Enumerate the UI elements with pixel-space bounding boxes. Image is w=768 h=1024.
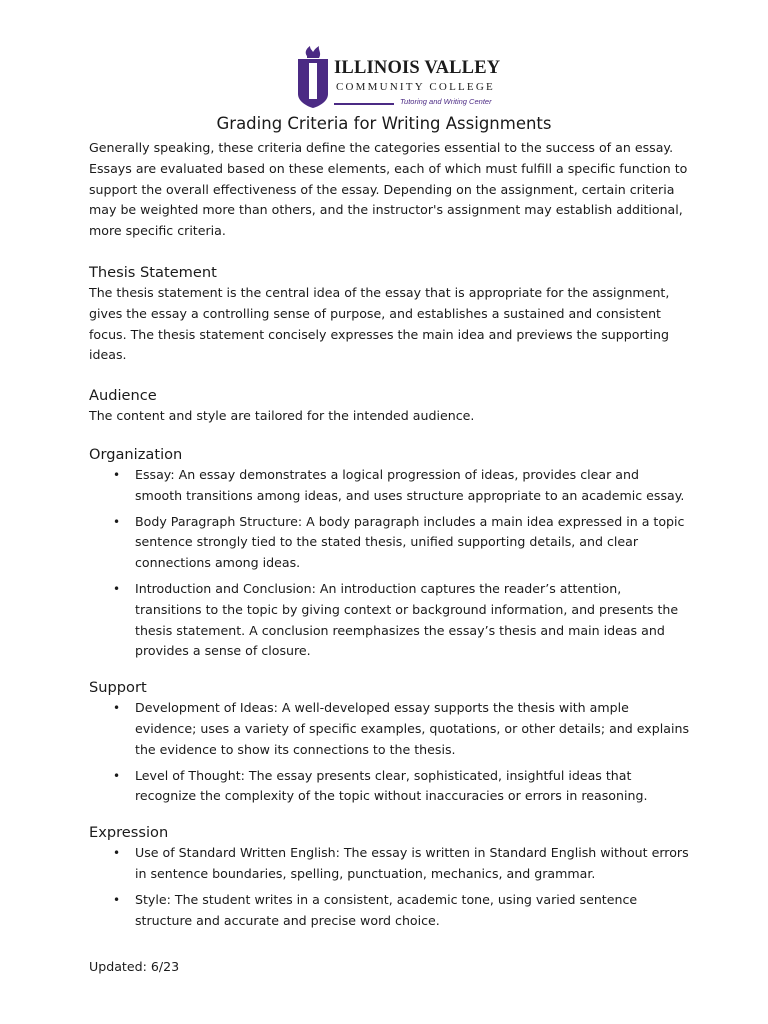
bullet-icon: • (113, 581, 121, 596)
list-item (89, 890, 689, 932)
list-item (89, 579, 689, 662)
list-item-text: Use of Standard Written English: The essay is written in Standard English without errors in sentence boundaries, spelling, punctuation, mechanics, and grammar. (135, 845, 689, 881)
list-item (89, 766, 689, 808)
college-emblem-icon (298, 46, 328, 108)
document-body (89, 138, 689, 936)
section-heading-organization: Organization (89, 445, 183, 463)
support-list (89, 698, 689, 807)
list-item (89, 843, 689, 885)
list-item-text: Body Paragraph Structure: A body paragraph includes a main idea expressed in a topic sentence strongly tied to the stated thesis, unified supporting details, and clear connections among ideas. (135, 513, 685, 571)
list-item-text: Style: The student writes in a consistent, academic tone, using varied sentence structure and accurate and precise word choice. (135, 891, 638, 928)
logo-center-name: Tutoring and Writing Center (400, 97, 492, 106)
list-item-text: Level of Thought: The essay presents clear, sophisticated, insightful ideas that recognize the complexity of the topic without inaccuracies or errors in reasoning. (135, 767, 648, 804)
organization-list (89, 465, 689, 662)
list-item (89, 465, 689, 507)
section-heading-support: Support (89, 679, 147, 697)
bullet-icon: • (113, 846, 121, 861)
bullet-icon: • (113, 514, 121, 529)
list-item-text: Introduction and Conclusion: An introduction captures the reader’s attention, transitions to the topic by giving context or background information, and presents the thesis statement. A conclusion reemphasizes the essay’s thesis and main ideas and provides a sense of closure. (135, 580, 679, 659)
page-title: Grading Criteria for Writing Assignments (216, 114, 552, 133)
expression-list (89, 843, 689, 931)
section-body-thesis: The thesis statement is the central idea of the essay that is appropriate for the assignment, gives the essay a controlling sense of purpose, and establishes a sustained and consistent focus. The thesis statement concisely expresses the main idea and previews the supporting ideas. (89, 284, 670, 363)
list-item-text: Development of Ideas: A well-developed essay supports the thesis with ample evidence; uses a variety of specific examples, quotations, or other details; and explains the evidence to show its connections to the thesis. (135, 700, 690, 757)
list-item (89, 512, 689, 574)
bullet-icon: • (113, 892, 121, 907)
section-heading-audience: Audience (89, 387, 157, 405)
section-heading-expression: Expression (89, 824, 169, 842)
updated-date: Updated: 6/23 (89, 959, 180, 974)
list-item-text: Essay: An essay demonstrates a logical progression of ideas, provides clear and smooth transitions among ideas, and uses structure appropriate to an academic essay. (135, 466, 685, 503)
logo-title: ILLINOIS VALLEY (334, 58, 501, 78)
college-logo (298, 44, 501, 112)
bullet-icon: • (113, 467, 121, 482)
section-heading-thesis: Thesis Statement (89, 263, 217, 281)
intro-paragraph: Generally speaking, these criteria define the categories essential to the success of an essay. Essays are evaluated based on these elements, each of which must fulfill a specific function to support the overall effectiveness of the essay. Depending on the assignment, certain criteria may be weighted more than others, and the instructor's assignment may establish additional, more specific criteria. (89, 140, 688, 239)
logo-subtitle: COMMUNITY COLLEGE (336, 81, 495, 93)
list-item (89, 698, 689, 760)
bullet-icon: • (113, 701, 121, 716)
section-body-audience: The content and style are tailored for the intended audience. (89, 408, 475, 424)
bullet-icon: • (113, 768, 121, 783)
logo-divider (334, 103, 394, 105)
